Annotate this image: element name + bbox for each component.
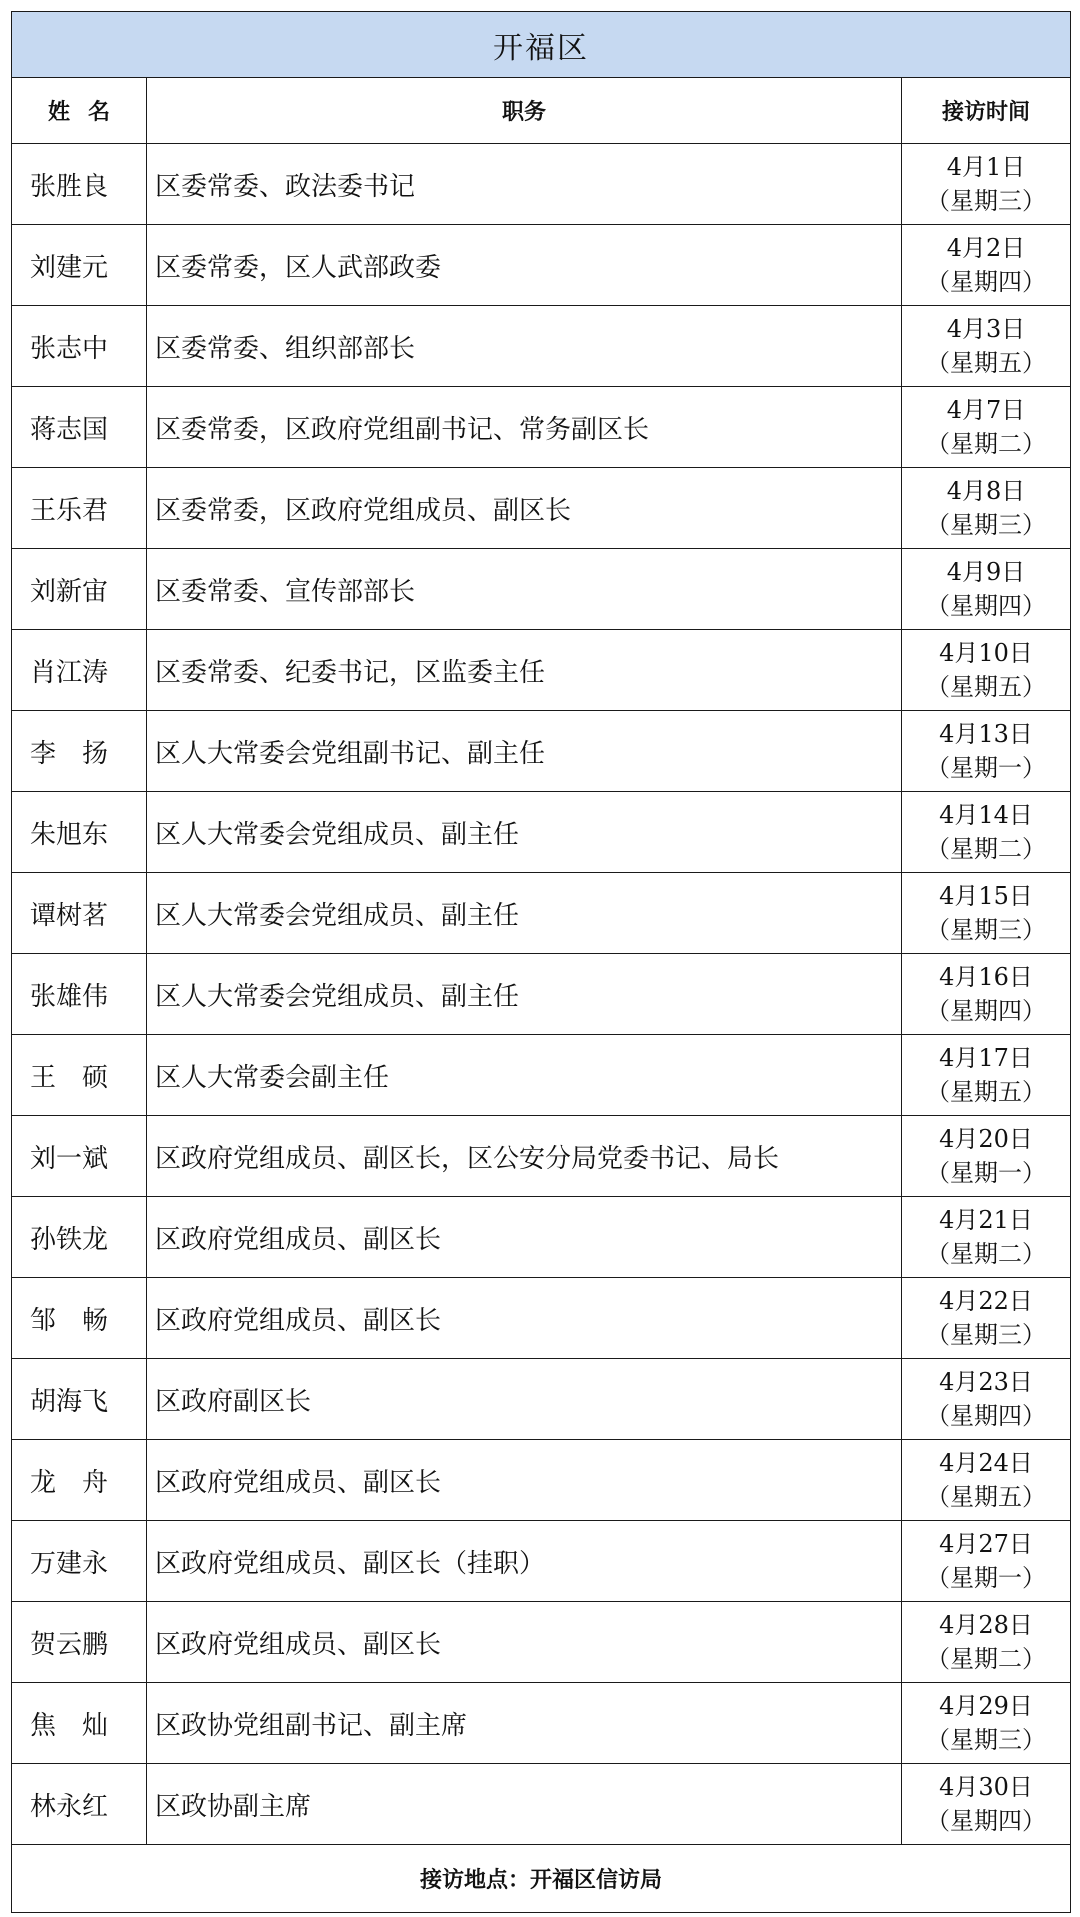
reception-weekday: （星期三） (926, 1321, 1046, 1349)
table-row (12, 1035, 1071, 1116)
table-row (12, 873, 1071, 954)
footer-row (12, 1845, 1071, 1913)
reception-weekday: （星期五） (926, 1078, 1046, 1106)
official-name: 蒋志国 (12, 387, 147, 468)
official-position: 区政府党组成员、副区长（挂职） (147, 1521, 902, 1602)
table-row (12, 387, 1071, 468)
header-role: 职务 (147, 78, 902, 144)
official-position: 区委常委，区人武部政委 (147, 225, 902, 306)
table-row (12, 1440, 1071, 1521)
reception-date: 4月14日 (939, 801, 1033, 829)
reception-time (902, 225, 1071, 306)
table-row (12, 1359, 1071, 1440)
table-row (12, 792, 1071, 873)
official-name: 林永红 (12, 1764, 147, 1845)
reception-date: 4月3日 (946, 315, 1026, 343)
official-position: 区政协副主席 (147, 1764, 902, 1845)
reception-time (902, 792, 1071, 873)
table-body (12, 144, 1071, 1845)
official-name: 谭树茗 (12, 873, 147, 954)
table-row (12, 306, 1071, 387)
reception-weekday: （星期四） (926, 592, 1046, 620)
reception-time (902, 1602, 1071, 1683)
reception-time (902, 468, 1071, 549)
table-row (12, 468, 1071, 549)
official-position: 区政府党组成员、副区长 (147, 1440, 902, 1521)
reception-date: 4月9日 (946, 558, 1026, 586)
reception-weekday: （星期五） (926, 349, 1046, 377)
reception-weekday: （星期四） (926, 268, 1046, 296)
table-row (12, 1197, 1071, 1278)
reception-time (902, 1440, 1071, 1521)
official-position: 区委常委、宣传部部长 (147, 549, 902, 630)
reception-date: 4月7日 (946, 396, 1026, 424)
reception-date: 4月28日 (939, 1611, 1033, 1639)
official-position: 区政府党组成员、副区长，区公安分局党委书记、局长 (147, 1116, 902, 1197)
official-position: 区委常委，区政府党组副书记、常务副区长 (147, 387, 902, 468)
table-row (12, 1278, 1071, 1359)
table-row (12, 1764, 1071, 1845)
reception-date: 4月20日 (939, 1125, 1033, 1153)
reception-date: 4月24日 (939, 1449, 1033, 1477)
reception-time (902, 954, 1071, 1035)
table-row (12, 1683, 1071, 1764)
reception-time (902, 873, 1071, 954)
reception-weekday: （星期二） (926, 835, 1046, 863)
header-row (12, 78, 1071, 144)
reception-weekday: （星期四） (926, 1807, 1046, 1835)
official-position: 区人大常委会党组成员、副主任 (147, 792, 902, 873)
official-position: 区政协党组副书记、副主席 (147, 1683, 902, 1764)
table-row (12, 225, 1071, 306)
official-position: 区政府副区长 (147, 1359, 902, 1440)
reception-time (902, 1359, 1071, 1440)
reception-date: 4月21日 (939, 1206, 1033, 1234)
reception-time (902, 306, 1071, 387)
reception-time (902, 1683, 1071, 1764)
reception-date: 4月30日 (939, 1773, 1033, 1801)
official-name: 刘新宙 (12, 549, 147, 630)
reception-schedule-table (11, 11, 1071, 1913)
official-name: 胡海飞 (12, 1359, 147, 1440)
table-row (12, 1116, 1071, 1197)
reception-time (902, 1197, 1071, 1278)
reception-weekday: （星期三） (926, 511, 1046, 539)
official-position: 区人大常委会党组成员、副主任 (147, 873, 902, 954)
reception-location: 接访地点：开福区信访局 (12, 1845, 1071, 1913)
official-position: 区政府党组成员、副区长 (147, 1197, 902, 1278)
reception-time (902, 387, 1071, 468)
reception-weekday: （星期三） (926, 187, 1046, 215)
reception-date: 4月10日 (939, 639, 1033, 667)
reception-time (902, 1116, 1071, 1197)
official-position: 区人大常委会党组副书记、副主任 (147, 711, 902, 792)
reception-weekday: （星期五） (926, 673, 1046, 701)
reception-weekday: （星期四） (926, 1402, 1046, 1430)
reception-date: 4月22日 (939, 1287, 1033, 1315)
official-position: 区委常委、纪委书记，区监委主任 (147, 630, 902, 711)
official-name: 邹 畅 (12, 1278, 147, 1359)
reception-date: 4月16日 (939, 963, 1033, 991)
official-name: 刘建元 (12, 225, 147, 306)
reception-time (902, 1035, 1071, 1116)
reception-date: 4月2日 (946, 234, 1026, 262)
table-row (12, 954, 1071, 1035)
official-name: 张胜良 (12, 144, 147, 225)
reception-weekday: （星期四） (926, 997, 1046, 1025)
official-name: 焦 灿 (12, 1683, 147, 1764)
official-name: 朱旭东 (12, 792, 147, 873)
official-position: 区政府党组成员、副区长 (147, 1278, 902, 1359)
official-name: 肖江涛 (12, 630, 147, 711)
reception-time (902, 549, 1071, 630)
table-row (12, 144, 1071, 225)
reception-date: 4月8日 (946, 477, 1026, 505)
header-name: 姓名 (12, 78, 147, 144)
official-name: 李 扬 (12, 711, 147, 792)
official-name: 王乐君 (12, 468, 147, 549)
official-position: 区人大常委会副主任 (147, 1035, 902, 1116)
reception-weekday: （星期二） (926, 1240, 1046, 1268)
reception-weekday: （星期三） (926, 916, 1046, 944)
reception-weekday: （星期二） (926, 430, 1046, 458)
reception-weekday: （星期一） (926, 1564, 1046, 1592)
reception-time (902, 711, 1071, 792)
table-row (12, 1521, 1071, 1602)
header-time: 接访时间 (902, 78, 1071, 144)
reception-weekday: （星期五） (926, 1483, 1046, 1511)
official-name: 龙 舟 (12, 1440, 147, 1521)
reception-time (902, 1764, 1071, 1845)
official-name: 刘一斌 (12, 1116, 147, 1197)
reception-date: 4月27日 (939, 1530, 1033, 1558)
official-name: 张雄伟 (12, 954, 147, 1035)
reception-date: 4月29日 (939, 1692, 1033, 1720)
official-position: 区委常委，区政府党组成员、副区长 (147, 468, 902, 549)
official-name: 王 硕 (12, 1035, 147, 1116)
table-row (12, 630, 1071, 711)
official-position: 区政府党组成员、副区长 (147, 1602, 902, 1683)
reception-time (902, 1521, 1071, 1602)
table-row (12, 549, 1071, 630)
official-position: 区人大常委会党组成员、副主任 (147, 954, 902, 1035)
title-row (12, 12, 1071, 78)
district-title: 开福区 (12, 12, 1071, 78)
reception-date: 4月15日 (939, 882, 1033, 910)
reception-weekday: （星期三） (926, 1726, 1046, 1754)
reception-weekday: （星期二） (926, 1645, 1046, 1673)
reception-time (902, 144, 1071, 225)
reception-date: 4月17日 (939, 1044, 1033, 1072)
reception-date: 4月23日 (939, 1368, 1033, 1396)
official-position: 区委常委、政法委书记 (147, 144, 902, 225)
reception-date: 4月13日 (939, 720, 1033, 748)
reception-time (902, 1278, 1071, 1359)
reception-weekday: （星期一） (926, 1159, 1046, 1187)
reception-date: 4月1日 (946, 153, 1026, 181)
table-row (12, 1602, 1071, 1683)
official-name: 贺云鹏 (12, 1602, 147, 1683)
official-name: 张志中 (12, 306, 147, 387)
official-name: 万建永 (12, 1521, 147, 1602)
official-name: 孙铁龙 (12, 1197, 147, 1278)
reception-weekday: （星期一） (926, 754, 1046, 782)
reception-time (902, 630, 1071, 711)
official-position: 区委常委、组织部部长 (147, 306, 902, 387)
table-row (12, 711, 1071, 792)
